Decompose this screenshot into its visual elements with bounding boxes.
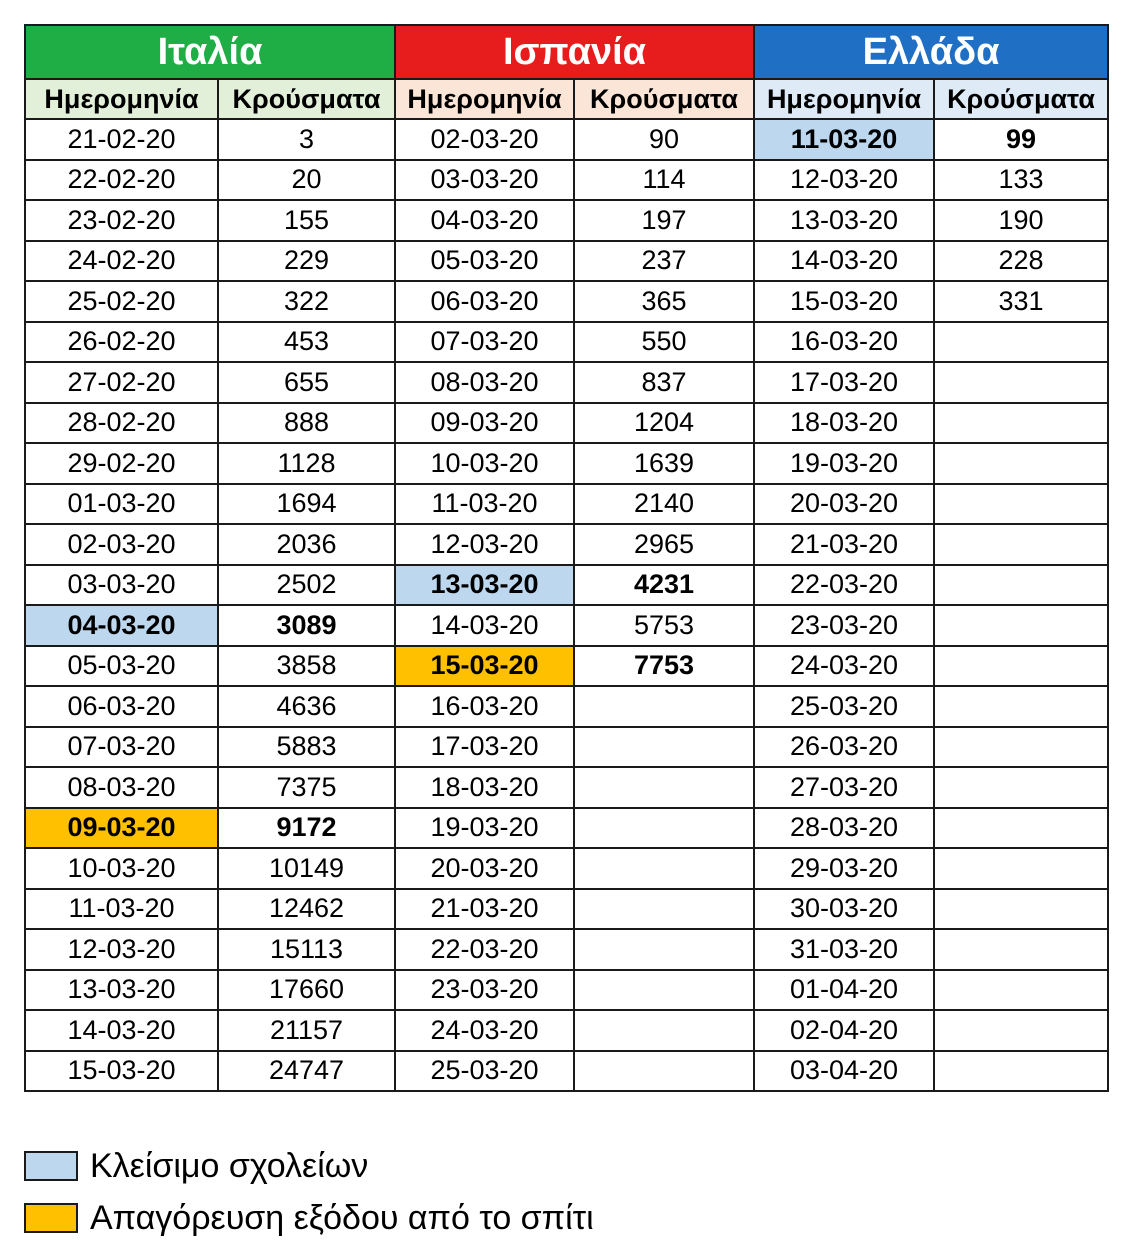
italy-date-cell: 24-02-20 (25, 241, 218, 282)
spain-cases-cell: 837 (574, 362, 754, 403)
table-row (25, 484, 1108, 525)
spain-cases-cell (574, 1010, 754, 1051)
spain-cases-cell (574, 970, 754, 1011)
spain-cases-cell: 2140 (574, 484, 754, 525)
table-row (25, 889, 1108, 930)
italy-date-cell: 12-03-20 (25, 929, 218, 970)
table-row (25, 119, 1108, 160)
column-header-greece-date: Ημερομηνία (754, 79, 934, 119)
table-row (25, 727, 1108, 768)
greece-cases-cell (934, 1010, 1108, 1051)
greece-cases-cell: 190 (934, 200, 1108, 241)
greece-date-cell: 02-04-20 (754, 1010, 934, 1051)
greece-cases-cell (934, 929, 1108, 970)
greece-date-cell: 31-03-20 (754, 929, 934, 970)
table-row (25, 565, 1108, 606)
greece-date-cell: 30-03-20 (754, 889, 934, 930)
italy-date-cell: 01-03-20 (25, 484, 218, 525)
spain-cases-cell (574, 889, 754, 930)
column-header-spain-cases: Κρούσματα (574, 79, 754, 119)
greece-cases-cell (934, 443, 1108, 484)
italy-date-cell: 27-02-20 (25, 362, 218, 403)
italy-date-cell: 03-03-20 (25, 565, 218, 606)
table-row (25, 1051, 1108, 1092)
italy-cases-cell: 20 (218, 160, 395, 201)
greece-cases-cell (934, 524, 1108, 565)
greece-cases-cell (934, 1051, 1108, 1092)
greece-date-cell: 24-03-20 (754, 646, 934, 687)
italy-date-cell: 05-03-20 (25, 646, 218, 687)
greece-cases-cell: 133 (934, 160, 1108, 201)
spain-date-cell: 20-03-20 (395, 848, 574, 889)
spain-cases-cell: 1639 (574, 443, 754, 484)
legend-swatch-school-closure (24, 1151, 78, 1181)
italy-cases-cell: 17660 (218, 970, 395, 1011)
greece-date-cell: 19-03-20 (754, 443, 934, 484)
italy-cases-cell: 322 (218, 281, 395, 322)
greece-cases-cell (934, 484, 1108, 525)
spain-date-cell: 18-03-20 (395, 767, 574, 808)
italy-cases-cell: 2502 (218, 565, 395, 606)
table-row (25, 929, 1108, 970)
italy-date-cell: 26-02-20 (25, 322, 218, 363)
greece-date-cell: 28-03-20 (754, 808, 934, 849)
table-row (25, 403, 1108, 444)
country-header-row (25, 25, 1108, 79)
spain-cases-cell: 114 (574, 160, 754, 201)
spain-date-cell: 11-03-20 (395, 484, 574, 525)
spain-cases-cell: 237 (574, 241, 754, 282)
spain-cases-cell: 550 (574, 322, 754, 363)
italy-date-cell: 09-03-20 (25, 808, 218, 849)
spain-date-cell: 16-03-20 (395, 686, 574, 727)
spain-date-cell: 08-03-20 (395, 362, 574, 403)
spain-date-cell: 05-03-20 (395, 241, 574, 282)
italy-cases-cell: 4636 (218, 686, 395, 727)
table-row (25, 200, 1108, 241)
spain-date-cell: 24-03-20 (395, 1010, 574, 1051)
italy-cases-cell: 7375 (218, 767, 395, 808)
italy-date-cell: 21-02-20 (25, 119, 218, 160)
table-row (25, 362, 1108, 403)
spain-date-cell: 19-03-20 (395, 808, 574, 849)
spain-date-cell: 09-03-20 (395, 403, 574, 444)
greece-cases-cell (934, 403, 1108, 444)
greece-date-cell: 14-03-20 (754, 241, 934, 282)
table-row (25, 970, 1108, 1011)
italy-cases-cell: 24747 (218, 1051, 395, 1092)
column-header-italy-cases: Κρούσματα (218, 79, 395, 119)
italy-cases-cell: 9172 (218, 808, 395, 849)
table-row (25, 443, 1108, 484)
table-body (25, 119, 1108, 1091)
column-header-row (25, 79, 1108, 119)
italy-cases-cell: 1694 (218, 484, 395, 525)
greece-cases-cell: 228 (934, 241, 1108, 282)
greece-date-cell: 21-03-20 (754, 524, 934, 565)
italy-date-cell: 23-02-20 (25, 200, 218, 241)
italy-cases-cell: 15113 (218, 929, 395, 970)
spain-date-cell: 12-03-20 (395, 524, 574, 565)
legend-item-lockdown (24, 1192, 594, 1244)
spain-cases-cell (574, 848, 754, 889)
greece-cases-cell: 99 (934, 119, 1108, 160)
column-header-greece-cases: Κρούσματα (934, 79, 1108, 119)
greece-date-cell: 17-03-20 (754, 362, 934, 403)
table-row (25, 767, 1108, 808)
cases-table (24, 24, 1109, 1092)
greece-cases-cell (934, 889, 1108, 930)
italy-cases-cell: 1128 (218, 443, 395, 484)
italy-date-cell: 11-03-20 (25, 889, 218, 930)
italy-cases-cell: 5883 (218, 727, 395, 768)
spain-cases-cell (574, 727, 754, 768)
greece-cases-cell (934, 970, 1108, 1011)
spain-date-cell: 22-03-20 (395, 929, 574, 970)
italy-cases-cell: 12462 (218, 889, 395, 930)
spain-cases-cell: 90 (574, 119, 754, 160)
italy-cases-cell: 655 (218, 362, 395, 403)
spain-date-cell: 13-03-20 (395, 565, 574, 606)
greece-date-cell: 15-03-20 (754, 281, 934, 322)
spain-date-cell: 03-03-20 (395, 160, 574, 201)
spain-date-cell: 25-03-20 (395, 1051, 574, 1092)
spain-date-cell: 17-03-20 (395, 727, 574, 768)
greece-date-cell: 22-03-20 (754, 565, 934, 606)
italy-date-cell: 22-02-20 (25, 160, 218, 201)
italy-date-cell: 29-02-20 (25, 443, 218, 484)
spain-date-cell: 07-03-20 (395, 322, 574, 363)
greece-date-cell: 11-03-20 (754, 119, 934, 160)
table-row (25, 281, 1108, 322)
spain-cases-cell (574, 929, 754, 970)
italy-date-cell: 28-02-20 (25, 403, 218, 444)
spain-date-cell: 14-03-20 (395, 605, 574, 646)
spain-date-cell: 06-03-20 (395, 281, 574, 322)
italy-cases-cell: 2036 (218, 524, 395, 565)
spain-cases-cell: 2965 (574, 524, 754, 565)
greece-date-cell: 12-03-20 (754, 160, 934, 201)
greece-date-cell: 26-03-20 (754, 727, 934, 768)
italy-cases-cell: 888 (218, 403, 395, 444)
greece-cases-cell (934, 605, 1108, 646)
spain-date-cell: 23-03-20 (395, 970, 574, 1011)
spain-cases-cell: 197 (574, 200, 754, 241)
italy-date-cell: 15-03-20 (25, 1051, 218, 1092)
country-header-italy: Ιταλία (25, 25, 395, 79)
spain-cases-cell (574, 767, 754, 808)
greece-date-cell: 20-03-20 (754, 484, 934, 525)
table-row (25, 646, 1108, 687)
greece-cases-cell (934, 646, 1108, 687)
table-row (25, 808, 1108, 849)
legend-swatch-lockdown (24, 1203, 78, 1233)
spain-cases-cell: 1204 (574, 403, 754, 444)
italy-date-cell: 04-03-20 (25, 605, 218, 646)
greece-date-cell: 03-04-20 (754, 1051, 934, 1092)
table-row (25, 241, 1108, 282)
table-row (25, 848, 1108, 889)
legend (24, 1140, 594, 1244)
table-row (25, 605, 1108, 646)
spain-date-cell: 15-03-20 (395, 646, 574, 687)
spain-cases-cell: 7753 (574, 646, 754, 687)
italy-date-cell: 14-03-20 (25, 1010, 218, 1051)
greece-date-cell: 16-03-20 (754, 322, 934, 363)
greece-cases-cell (934, 322, 1108, 363)
table-row (25, 160, 1108, 201)
greece-date-cell: 29-03-20 (754, 848, 934, 889)
italy-date-cell: 07-03-20 (25, 727, 218, 768)
greece-date-cell: 13-03-20 (754, 200, 934, 241)
table-row (25, 1010, 1108, 1051)
spain-date-cell: 02-03-20 (395, 119, 574, 160)
spain-date-cell: 10-03-20 (395, 443, 574, 484)
italy-date-cell: 25-02-20 (25, 281, 218, 322)
italy-cases-cell: 453 (218, 322, 395, 363)
greece-date-cell: 18-03-20 (754, 403, 934, 444)
greece-cases-cell (934, 848, 1108, 889)
spain-cases-cell: 4231 (574, 565, 754, 606)
table-row (25, 524, 1108, 565)
greece-cases-cell: 331 (934, 281, 1108, 322)
column-header-italy-date: Ημερομηνία (25, 79, 218, 119)
greece-cases-cell (934, 362, 1108, 403)
italy-date-cell: 02-03-20 (25, 524, 218, 565)
legend-label-school-closure: Κλείσιμο σχολείων (90, 1146, 369, 1185)
greece-cases-cell (934, 727, 1108, 768)
spain-date-cell: 21-03-20 (395, 889, 574, 930)
spain-cases-cell (574, 808, 754, 849)
italy-cases-cell: 10149 (218, 848, 395, 889)
spain-cases-cell: 5753 (574, 605, 754, 646)
spain-cases-cell (574, 686, 754, 727)
greece-date-cell: 27-03-20 (754, 767, 934, 808)
spain-cases-cell: 365 (574, 281, 754, 322)
greece-cases-cell (934, 565, 1108, 606)
column-header-spain-date: Ημερομηνία (395, 79, 574, 119)
italy-cases-cell: 3858 (218, 646, 395, 687)
greece-date-cell: 25-03-20 (754, 686, 934, 727)
country-header-spain: Ισπανία (395, 25, 754, 79)
italy-date-cell: 06-03-20 (25, 686, 218, 727)
italy-cases-cell: 3089 (218, 605, 395, 646)
legend-label-lockdown: Απαγόρευση εξόδου από το σπίτι (90, 1198, 594, 1237)
spain-cases-cell (574, 1051, 754, 1092)
italy-date-cell: 13-03-20 (25, 970, 218, 1011)
greece-date-cell: 23-03-20 (754, 605, 934, 646)
spain-date-cell: 04-03-20 (395, 200, 574, 241)
greece-cases-cell (934, 808, 1108, 849)
italy-date-cell: 08-03-20 (25, 767, 218, 808)
greece-date-cell: 01-04-20 (754, 970, 934, 1011)
table-row (25, 686, 1108, 727)
italy-cases-cell: 155 (218, 200, 395, 241)
legend-item-school-closure (24, 1140, 594, 1192)
italy-cases-cell: 229 (218, 241, 395, 282)
table-row (25, 322, 1108, 363)
greece-cases-cell (934, 686, 1108, 727)
italy-cases-cell: 21157 (218, 1010, 395, 1051)
country-header-greece: Ελλάδα (754, 25, 1108, 79)
italy-date-cell: 10-03-20 (25, 848, 218, 889)
greece-cases-cell (934, 767, 1108, 808)
italy-cases-cell: 3 (218, 119, 395, 160)
